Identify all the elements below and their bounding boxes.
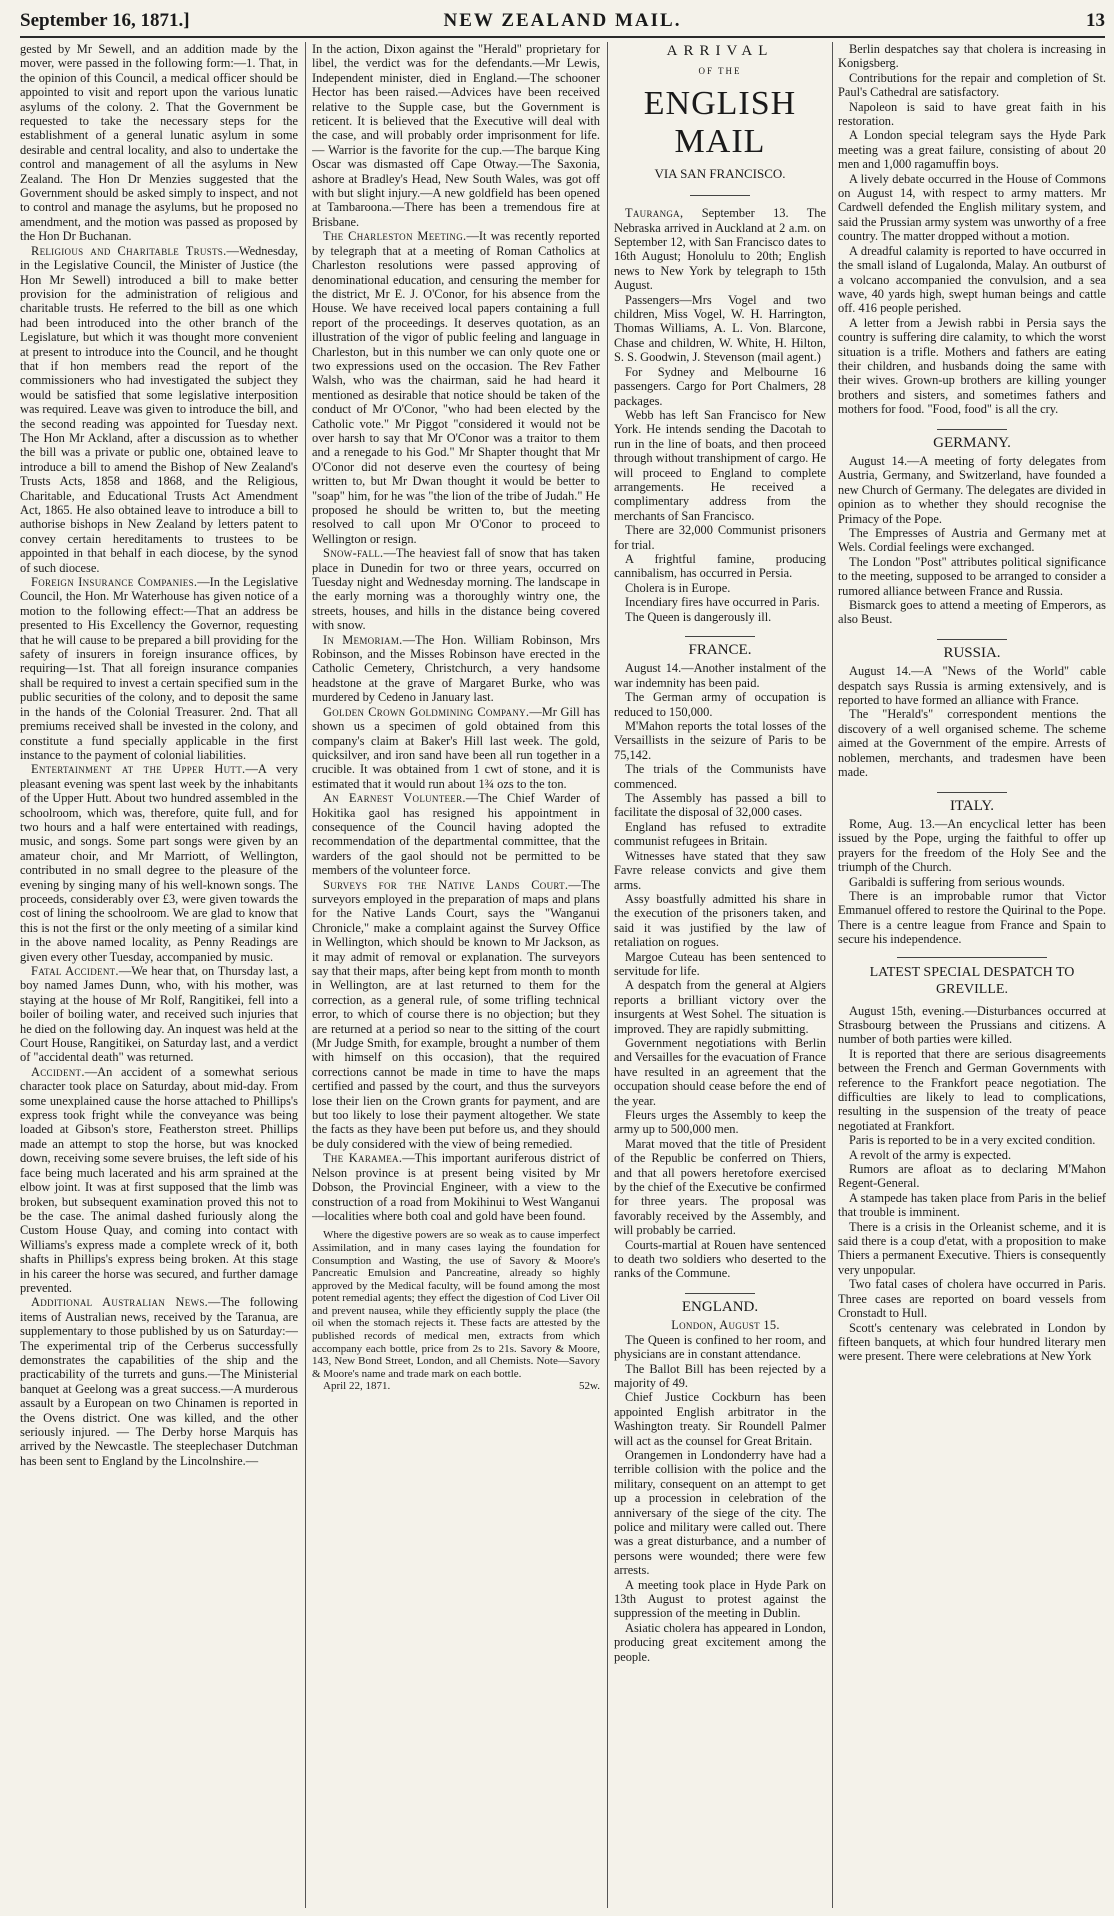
paragraph	[614, 1333, 826, 1362]
paragraph	[614, 719, 826, 762]
paragraph-text: —This important auriferous district of Nelson province is at present being visited by Mr Dobson, the Provincial Engineer, with a view to the construction of a road from Mokihinui to West Wanganui—localities where both coal and gold have been found.	[312, 1151, 600, 1223]
paragraph-text: Fleurs urges the Assembly to keep the army up to 500,000 men.	[614, 1108, 826, 1137]
paragraph	[312, 546, 600, 632]
paragraph	[614, 1362, 826, 1391]
paragraph-text: Rumors are afloat as to declaring M'Mahon Regent-General.	[838, 1162, 1106, 1191]
newspaper-title: NEW ZEALAND MAIL.	[443, 10, 682, 31]
article-latest-despatch	[838, 1004, 1106, 1364]
headline-english-mail: ENGLISH MAIL	[643, 84, 797, 160]
headline-of-the: OF THE	[698, 66, 742, 77]
paragraph	[614, 1238, 826, 1281]
paragraph	[614, 1108, 826, 1137]
paragraph-text: There is an improbable rumor that Victor Emmanuel offered to restore the Quirinal to the Pope. There is a centre league from France and Spain to secure his independence.	[838, 888, 1106, 947]
paragraph-lead: Religious and Charitable Trusts.	[31, 243, 227, 258]
paragraph	[838, 1133, 1106, 1147]
paragraph-text: August 14.—A "News of the World" cable despatch says Russia is arming extensively, and is reported to have formed an alliance with France.	[838, 664, 1106, 708]
paragraph-text: —The Chief Warder of Hokitika gaol has resigned his appointment in consequence of the Council having adopted the recommendation of the departmental committee, that the warders of the gaol should not be permitted to be members of the volunteer force.	[312, 791, 600, 878]
paragraph-text: gested by Mr Sewell, and an addition made by the mover, were passed in the following form:—1. That, in the opinion of this Council, a medical officer should be appointed to visit and report upon the various lunatic asylums of the colony. 2. That the Government be requested to take the necessary steps for the establishment of a general lunatic asylum in some desirable and central locality, and also to undertake the control and management of all the asylums in New Zealand. The Hon Dr Menzies suggested that the Government should be asked simply to inspect, and not to control and manage the asylums, but he proposed no amendment, and the motion was passed as proposed by the Hon Dr Buchanan.	[20, 42, 298, 244]
paragraph	[838, 1148, 1106, 1162]
paragraph-text: A despatch from the general at Algiers reports a brilliant victory over the insurgents at West Sohel. The situation is improved. They are rapidly submitting.	[614, 978, 826, 1036]
paragraph	[838, 316, 1106, 417]
paragraph-lead: The Karamea.	[323, 1151, 403, 1166]
paragraph-text: Incendiary fires have occurred in Paris.	[625, 595, 820, 610]
paragraph-text: Courts-martial at Rouen have sentenced to death two soldiers who deserted to the ranks of the Commune.	[614, 1237, 826, 1281]
paragraph	[838, 1004, 1106, 1047]
column-rule	[832, 42, 833, 1908]
paragraph	[312, 633, 600, 705]
paragraph	[614, 661, 826, 690]
paragraph	[20, 42, 298, 244]
paragraph	[838, 71, 1106, 100]
paragraph-text: September 13. The Nebraska arrived in Auckland at 2 a.m. on September 12, with San Francisco dates to 16th August; Honolulu to 20th; English news to New York by telegraph to 15th August.	[614, 206, 826, 293]
paragraph	[838, 1047, 1106, 1133]
england-dateline: London, August 15.	[671, 1318, 780, 1333]
paragraph	[838, 889, 1106, 947]
paragraph-text: Scott's centenary was celebrated in London by fifteen banquets, at which four hundred literary men were present. There were celebrations at New York	[838, 1320, 1106, 1364]
page-number: 13	[1086, 10, 1105, 31]
paragraph-text: Berlin despatches say that cholera is increasing in Konigsberg.	[838, 42, 1106, 71]
paragraph	[614, 581, 826, 595]
paragraph-text: A revolt of the army is expected.	[849, 1147, 1012, 1162]
paragraph-text: A stampede has taken place from Paris in the belief that trouble is imminent.	[838, 1190, 1106, 1220]
paragraph-text: M'Mahon reports the total losses of the Versaillists in the seizure of Paris to be 75,142.	[614, 719, 826, 762]
paragraph-text: Napoleon is said to have great faith in his restoration.	[838, 99, 1106, 129]
column-rule	[305, 42, 306, 1908]
paragraph	[614, 408, 826, 523]
column-4	[838, 42, 1106, 1908]
article-italy	[838, 817, 1106, 947]
paragraph	[312, 705, 600, 791]
paragraph-text: —Mr Gill has shown us a specimen of gold obtained from this company's claim at Baker's Hill last week. The gold, quicksilver, and iron sand have been all run together in a crucible. It was obtained from 1 cwt of stone, and it is estimated that it would run about 1¾ ozs to the ton.	[312, 704, 600, 791]
paragraph	[20, 762, 298, 964]
paragraph	[312, 1151, 600, 1223]
paragraph-lead: Tauranga,	[625, 206, 684, 221]
paragraph-text: Marat moved that the title of President of the Republic be conferred on Thiers, and that all powers heretofore exercised by the chief of the Executive be confirmed for three years. The proposal was favorably received by the Assembly, and will probably be carried.	[614, 1136, 826, 1238]
paragraph	[838, 817, 1106, 875]
paragraph-text: Contributions for the repair and completion of St. Paul's Cathedral are satisfactory.	[838, 70, 1106, 100]
article-england	[614, 1333, 826, 1664]
paragraph-text: For Sydney and Melbourne 16 passengers. Cargo for Port Chalmers, 28 packages.	[614, 364, 826, 408]
column-2	[312, 42, 600, 1908]
paragraph	[312, 42, 600, 229]
paragraph-text: In the action, Dixon against the "Herald" proprietary for libel, the verdict was for the defendants.—Mr Lewis, Independent minister, died in England.—The schooner Hector has been raised.—Advices have been received relative to the Supple case, but the Government is reticent. It is believed that the Executive will deal with the case, and will probably order imprisonment for life. — Warrior is the favorite for the cup.—The barque King Oscar was dismasted off Cape Otway.—The Saxonia, ashore at Bradley's Head, New South Wales, was got off with but slight injury.—A new goldfield has been opened at Tambaroona.—There has been a tremendous fire at Brisbane.	[312, 42, 600, 229]
paragraph	[20, 575, 298, 762]
paragraph	[838, 555, 1106, 598]
paragraph	[312, 229, 600, 546]
paragraph	[614, 552, 826, 581]
paragraph	[614, 1390, 826, 1448]
paragraph	[838, 526, 1106, 555]
divider	[690, 195, 750, 196]
paragraph	[614, 1036, 826, 1108]
paragraph	[614, 762, 826, 791]
paragraph-lead: In Memoriam.	[323, 632, 403, 647]
paragraph	[838, 1277, 1106, 1320]
section-heading-latest: LATEST SPECIAL DESPATCH TO GREVILLE.	[838, 957, 1106, 998]
paragraph	[614, 950, 826, 979]
column-rule	[607, 42, 608, 1908]
paragraph-text: A meeting took place in Hyde Park on 13th August to protest against the suppression of the meeting in Dublin.	[614, 1577, 826, 1621]
advertisement-code: 52w.	[579, 1380, 600, 1393]
paragraph-text: Webb has left San Francisco for New York. He intends sending the Dacotah to run in the line of boats, and then proceed through without transhipment of cargo. He will proceed to England to complete arrangements. He received a complimentary address from the merchants of San Francisco.	[614, 407, 826, 523]
paragraph	[614, 1578, 826, 1621]
paragraph-text: Witnesses have stated that they saw Favre release convicts and give them arms.	[614, 848, 826, 892]
paragraph	[614, 1448, 826, 1578]
paragraph-text: England has refused to extradite communist refugees in Britain.	[614, 819, 826, 849]
paragraph-lead: The Charleston Meeting.	[323, 229, 467, 244]
paragraph-text: The Ballot Bill has been rejected by a majority of 49.	[614, 1361, 826, 1390]
paragraph-text: A letter from a Jewish rabbi in Persia says the country is suffering dire calamity, to which the worst situation is a trifle. Mothers and fathers are eating their children, and husbands doing the same with their wives. Grown-up brothers are killing younger brothers and sisters, and sometimes fathers and mothers for food. "Food, food" is all the cry.	[838, 315, 1106, 417]
paragraph-lead: Fatal Accident.	[31, 964, 119, 978]
advertisement-text	[312, 1380, 600, 1393]
paragraph	[614, 523, 826, 552]
paragraph-lead: Foreign Insurance Companies.	[31, 575, 198, 590]
paragraph-text: Two fatal cases of cholera have occurred in Paris. Three cases are reported on board vessels from Cronstadt to Hull.	[838, 1277, 1106, 1321]
paragraph-text: —Wednesday, in the Legislative Council, the Minister of Justice (the Hon Mr Sewell) introduced a bill to make better provision for the administration of religious and charitable trusts. He referred to the bill as one which had been introduced into the other branch of the Legislature, but which it was thought more convenient at present to introduce into the Council, and he thought that if hon members read the report of the commissioners who had investigated the subject they would be satisfied that some legislative interposition was required. Leave was given to introduce the bill, and the second reading was appointed for Tuesday next. The Hon Mr Ackland, after a discussion as to whether the bill was a private or public one, obtained leave to introduce a bill to amend the Bishop of New Zealand's Trusts Acts, 1858 and 1868, and the Religious, Charitable, and Educational Trusts Act Amendment Act, 1865. He also obtained leave to introduce a bill to authorise bishops in New Zealand by letters patent to convey certain hereditaments to trustees to be appointed in that behalf in each diocese, by the synod of such diocese.	[20, 243, 298, 575]
paragraph	[20, 1295, 298, 1468]
paragraph-text: —The surveyors employed in the preparation of maps and plans for the Native Lands Court, says the "Wanganui Chronicle," make a complaint against the Survey Office in Wellington, which should be known to Mr Jackson, as it may admit of removal or explanation. The surveyors say that their maps, after being kept from month to month in Wellington, are at last returned to them for the correction, as a general rule, of some trifling technical error, to which of course there is no objection; but they are returned at a period so near to the sitting of the court (Mr Judge Smith, for example, brought a number of them with himself on this occasion), that the required corrections cannot be made in time to have the maps certified and passed by the court, and thus the surveyors lose their lien on the Crown grants for payment, and are but too likely to lose their payment altogether. We state the facts as they have been put before us, and they should be duly considered with the view of being remedied.	[312, 877, 600, 1151]
headline-arrival: ARRIVAL	[666, 43, 774, 59]
paragraph-text: Assy boastfully admitted his share in the execution of the prisoners taken, and said it was justified by the law of retaliation on rogues.	[614, 891, 826, 950]
paragraph	[838, 100, 1106, 129]
section-heading-russia: RUSSIA.	[838, 635, 1106, 660]
paragraph-lead: Surveys for the Native Lands Court.	[323, 877, 569, 892]
paragraph-lead: Golden Crown Goldmining Company.	[323, 704, 530, 719]
paragraph-text: The Assembly has passed a bill to facilitate the disposal of 32,000 cases.	[614, 791, 826, 820]
paragraph-text: August 14.—A meeting of forty delegates from Austria, Germany, and Switzerland, have founded a new Church of Germany. The delegates are divided in opinion as to whether they should recognise the Primacy of the Pope.	[838, 453, 1106, 526]
paragraph-lead: Additional Australian News.	[31, 1295, 209, 1310]
section-heading-england: ENGLAND.	[614, 1289, 826, 1314]
paragraph	[614, 820, 826, 849]
paragraph	[614, 206, 826, 292]
header-rule	[20, 36, 1105, 38]
paragraph-lead: Entertainment at the Upper Hutt.	[31, 762, 246, 777]
paragraph-text: The trials of the Communists have commenced.	[614, 762, 826, 791]
paragraph	[614, 610, 826, 624]
paragraph-text: The Queen is dangerously ill.	[625, 609, 772, 624]
article-germany	[838, 454, 1106, 627]
paragraph	[838, 664, 1106, 707]
paragraph-text: —The following items of Australian news, received by the Taranua, are supplementary to those published by us on Saturday:—The experimental trip of the Cerberus successfully demonstrates the capabilities of the ship and the practicability of the turrets and guns.—The Ministerial banquet at Geelong was a great success.—A murderous assault by a European on two Chinamen is reported in the Ovens district. One was killed, and the other seriously injured. — The Derby horse Marquis has arrived by the Newcastle. The steeplechaser Dutchman has been sent to England by the Lincolnshire.—	[20, 1295, 298, 1468]
masthead	[20, 10, 1105, 32]
paragraph-text: Cholera is in Europe.	[625, 580, 731, 595]
paragraph-text: Chief Justice Cockburn has been appointed English arbitrator in the Washington treaty. Sir Roundell Palmer will act as the counsel for Great Britain.	[614, 1390, 826, 1448]
column-1	[20, 42, 298, 1908]
paragraph	[838, 875, 1106, 889]
paragraph-text: Asiatic cholera has appeared in London, producing great excitement among the people.	[614, 1620, 826, 1664]
article-misc-news	[838, 42, 1106, 417]
paragraph-text: April 22, 1871.	[323, 1380, 391, 1393]
paragraph-text: Where the digestive powers are so weak as to cause imperfect Assimilation, and in many cases laying the foundation for Consumption and Wasting, the use of Savory & Moore's Pancreatic Emulsion and Pancreatine, already so highly approved by the Medical faculty, will be found among the most potent remedial agents; they effect the digestion of Cod Liver Oil and prevent nausea, while they efficiently supply the place (the oil when the stomach rejects it. These facts are attested by the published records of medical men, extracts from which accompany each bottle, price from 2s to 21s. Savory & Moore, 143, New Bond Street, London, and all Chemists. Note—Savory & Moore's name and trade mark on each bottle.	[312, 1229, 600, 1380]
paragraph	[614, 849, 826, 892]
paragraph	[312, 791, 600, 877]
paragraph-text: The Queen is confined to her room, and physicians are in constant attendance.	[614, 1332, 826, 1362]
paragraph-lead: Snow-fall.	[323, 546, 384, 561]
paragraph	[838, 1220, 1106, 1278]
paragraph	[838, 1162, 1106, 1191]
paragraph	[838, 172, 1106, 244]
paragraph-text: Rome, Aug. 13.—An encyclical letter has been issued by the Pope, urging the faithful to offer up prayers for the freedom of the Holy See and the triumph of the Church.	[838, 816, 1106, 875]
paragraph-text: Paris is reported to be in a very excited condition.	[849, 1133, 1096, 1148]
paragraph-text: A frightful famine, producing cannibalism, has occurred in Persia.	[614, 551, 826, 581]
paragraph	[614, 791, 826, 820]
paragraph-text: A dreadful calamity is reported to have occurred in the small island of Lugalonda, Malay. An outburst of a volcano accompanied the convulsion, and a sea wave, 40 yards high, swept human beings and cattle off. 416 people perished.	[838, 243, 1106, 316]
paragraph-text: There are 32,000 Communist prisoners for trial.	[614, 523, 826, 552]
section-heading-france: FRANCE.	[614, 632, 826, 657]
paragraph-text: August 14.—Another instalment of the war indemnity has been paid.	[614, 661, 826, 690]
paragraph-lead: Accident.	[31, 1064, 85, 1079]
paragraph	[614, 365, 826, 408]
paragraph-text: The Empresses of Austria and Germany met at Wels. Cordial feelings were exchanged.	[838, 526, 1106, 555]
paragraph-text: —The heaviest fall of snow that has taken place in Dunedin for two or three years, occurred on Tuesday night and Wednesday morning. The landscape in the early morning was a thoroughly wintry one, the streets, houses, and hills in the distance being covered with snow.	[312, 546, 600, 633]
paragraph	[838, 598, 1106, 627]
paragraph-text: There is a crisis in the Orleanist scheme, and it is said there is a coup d'etat, with a proposition to make Thiers a permanent Executive. Thiers is consequently very unpopular.	[838, 1219, 1106, 1277]
article-intro	[614, 206, 826, 624]
paragraph-text: A London special telegram says the Hyde Park meeting was a great failure, consisting of about 20 men and 1,000 ragamuffin boys.	[838, 128, 1106, 172]
paragraph-text: —It was recently reported by telegraph that at a meeting of Roman Catholics at Charleston resolutions were passed approving of denominational education, and censuring the member for the district, Mr E. J. O'Conor, for his absence from the House. We have received local papers containing a full report of the proceedings. It deserves quotation, as an illustration of the vigor of public feeling and language in Charleston, but in this number we can only quote one or two expressions used on the occasion. The Rev Father Walsh, who was the chairman, said he had heard it mentioned as desirable that notice should be taken of the conduct of Mr O'Conor, "who had been elected by the Catholic vote." Mr Piggot "considered it would not be over harsh to say that Mr O'Conor was a traitor to them and a renegade to his God." Mr Shapter thought that Mr O'Conor did not deserve even the courtesy of being written to, but Mr Dwan thought it would be better to "soap" him, for he was "the lion of the tribe of Judah." He proposed he should be written to, but the meeting resolved to call upon Mr O'Conor to proceed to Wellington or resign.	[312, 229, 600, 546]
paragraph	[614, 892, 826, 950]
paragraph	[20, 964, 298, 1065]
paragraph-text: —A very pleasant evening was spent last week by the inhabitants of the Upper Hutt. About two hundred assembled in the schoolroom, which was, therefore, quite full, and for two hours and a half were entertained with readings, music, and songs. Some part songs were given by an amateur choir, and Mr Marriott, of Wellington, contributed in no small degree to the pleasure of the evening by singing many of his well-known songs. The proceeds, considerably over £3, were given towards the cost of lining the schoolroom. We are glad to know that this is not the first or the only meeting of a similar kind in the above named locality, as Penny Readings are given every other Tuesday, accompanied by music.	[20, 762, 298, 964]
paragraph	[20, 1065, 298, 1296]
paragraph-text: —We hear that, on Thursday last, a boy named James Dunn, who, with his mother, was staying at the house of Mr Rolf, Rangitikei, fell into a boiler of boiling water, and received such injuries that he died on the following day. An inquest was held at the Court House, Rangitikei, on Saturday last, and a verdict of "accidental death" was returned.	[20, 964, 298, 1065]
section-heading-italy: ITALY.	[838, 788, 1106, 813]
paragraph	[838, 1321, 1106, 1364]
paragraph	[614, 293, 826, 365]
paragraph-text: August 15th, evening.—Disturbances occurred at Strasbourg between the Prussians and citizens. A number of both parties were killed.	[838, 1003, 1106, 1047]
paragraph	[838, 244, 1106, 316]
paragraph-text: —In the Legislative Council, the Hon. Mr Waterhouse has given notice of a motion to the following effect:—That an address be presented to His Excellency the Governor, requesting that he will cause to be prepared a bill providing for the safety of insurers in foreign insurance offices, by requiring—1st. That all foreign insurance companies shall be required to invest a certain specified sum in the public securities of the colony, and to deposit the same in the hands of the Colonial Treasurer. 2nd. That all premiums received shall be invested in the colony, and constitute a fund specially applicable in the first instance to the payment of colonial liabilities.	[20, 575, 298, 762]
headline-via: VIA SAN FRANCISCO.	[654, 165, 786, 181]
paragraph	[20, 244, 298, 575]
paragraph-text: A lively debate occurred in the House of Commons on August 14, with respect to army matters. Mr Cardwell defended the English military system, and said the Prussian army system was unworthy of a free country. The matter dropped without a motion.	[838, 171, 1106, 244]
article-russia	[838, 664, 1106, 779]
article-france	[614, 661, 826, 1280]
paragraph	[838, 128, 1106, 171]
paragraph	[614, 595, 826, 609]
paragraph	[838, 707, 1106, 779]
paragraph-text: Bismarck goes to attend a meeting of Emperors, as also Beust.	[838, 598, 1106, 627]
paragraph-text: —The Hon. William Robinson, Mrs Robinson, and the Misses Robinson have erected in the Catholic Cemetery, Christchurch, a very handsome headstone at the grave of Margaret Burke, who was murdered by Cedeno in January last.	[312, 632, 600, 705]
section-heading-germany: GERMANY.	[838, 425, 1106, 450]
advertisement	[312, 1229, 600, 1393]
paragraph	[838, 454, 1106, 526]
paragraph-text: Garibaldi is suffering from serious wounds.	[849, 874, 1065, 889]
paragraph-text: It is reported that there are serious disagreements between the French and German Governments with reference to the Frankfort peace negotiation. The difficulties are likely to lead to complications, resulting in the suspension of the treaty of peace negotiated at Frankfort.	[838, 1046, 1106, 1133]
paragraph-text: The "Herald's" correspondent mentions the discovery of a well organised scheme. The scheme aimed at the Government of the empire. Arrests of noblemen, merchants, and tradesmen have been made.	[838, 707, 1106, 780]
paragraph-text: —An accident of a somewhat serious character took place on Saturday, about mid-day. From some unexplained cause the horse attached to Phillips's express took fright while the conveyance was being loaded at Gibson's store, Featherston street. Phillips made an attempt to stop the horse, but was knocked down, receiving some severe bruises, the left side of his face being much lacerated and his arm sprained at the elbow joint. It was at first supposed that the limb was broken, but subsequent examination proved this not to be the case. The animal dashed furiously along the Custom House Quay, and coming into contact with Williams's express made a complete wreck of it, both shafts in Phillips's express being broken. At this stage in his career the horse was secured, and further damage prevented.	[20, 1064, 298, 1295]
paragraph	[614, 1621, 826, 1664]
paragraph	[614, 690, 826, 719]
paragraph-text: Orangemen in Londonderry have had a terrible collision with the police and the military, consequent on an attempt to get up a procession in celebration of the anniversary of the siege of the city. The police and military were called out. There was a great disturbance, and a number of persons were wounded; there were few arrests.	[614, 1447, 826, 1578]
paragraph	[312, 878, 600, 1152]
issue-date: September 16, 1871.]	[20, 10, 190, 31]
paragraph	[614, 1137, 826, 1238]
paragraph-text: The German army of occupation is reduced to 150,000.	[614, 690, 826, 719]
paragraph-text: Margoe Cuteau has been sentenced to servitude for life.	[614, 949, 826, 978]
paragraph-text: The London "Post" attributes political significance to the meeting, supposed to be arranged to consider a rumored alliance between France and Russia.	[838, 554, 1106, 598]
paragraph-text: Passengers—Mrs Vogel and two children, Miss Vogel, W. H. Harrington, Thomas Williams, A. L. Von. Blarcone, Chase and children, W. White, H. Hilton, S. S. Goodwin, J. Stevenson (mail agent.)	[614, 292, 826, 365]
paragraph	[838, 1191, 1106, 1220]
paragraph-text: Government negotiations with Berlin and Versailles for the evacuation of France have resulted in an agreement that the occupation should cease before the end of the year.	[614, 1035, 826, 1108]
paragraph	[838, 42, 1106, 71]
column-3	[614, 42, 826, 1908]
paragraph	[614, 978, 826, 1036]
advertisement-text	[312, 1229, 600, 1380]
paragraph-lead: An Earnest Volunteer.	[323, 791, 466, 806]
